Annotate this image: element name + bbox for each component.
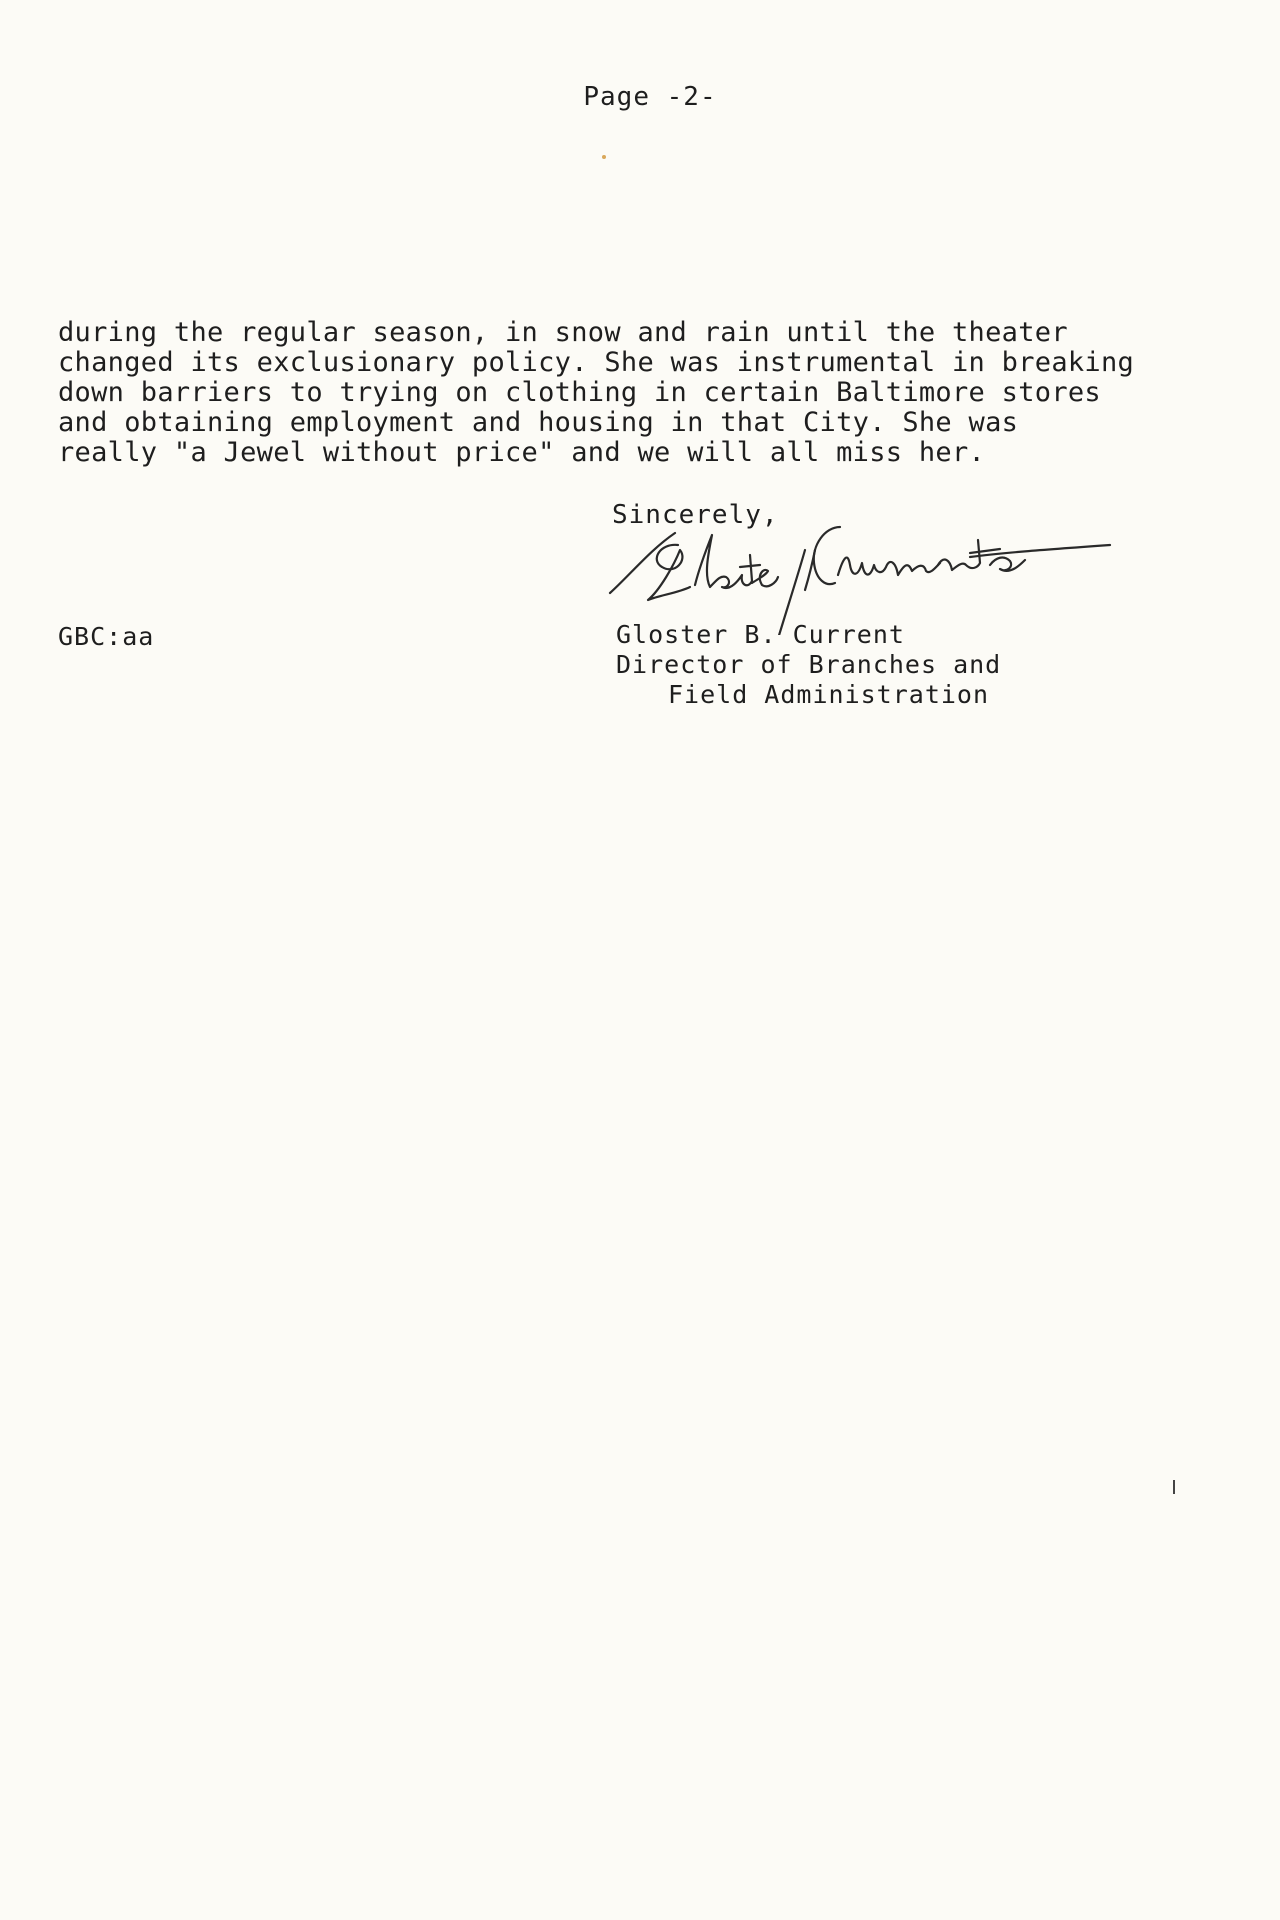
handwritten-signature	[600, 505, 1130, 635]
body-line: changed its exclusionary policy. She was instrumental in breaking	[58, 347, 1135, 378]
paper-mark	[1173, 1480, 1175, 1494]
signer-title-continued: Field Administration	[668, 680, 990, 709]
letter-body	[58, 318, 1238, 468]
typist-initials: GBC:aa	[58, 622, 155, 651]
closing-salutation: Sincerely,	[612, 500, 779, 530]
body-line: really "a Jewel without price" and we will all miss her.	[58, 437, 986, 468]
body-line: during the regular season, in snow and rain until the theater	[58, 317, 1068, 348]
signature-block	[616, 620, 1001, 710]
body-line: down barriers to trying on clothing in certain Baltimore stores	[58, 377, 1101, 408]
body-line: and obtaining employment and housing in that City. She was	[58, 407, 1019, 438]
signer-title: Director of Branches and	[616, 650, 1002, 679]
signature-drawing	[600, 505, 1130, 635]
page-number-header: Page -2-	[583, 82, 717, 112]
paper-speck	[602, 155, 606, 159]
signer-name: Gloster B. Current	[616, 620, 905, 649]
